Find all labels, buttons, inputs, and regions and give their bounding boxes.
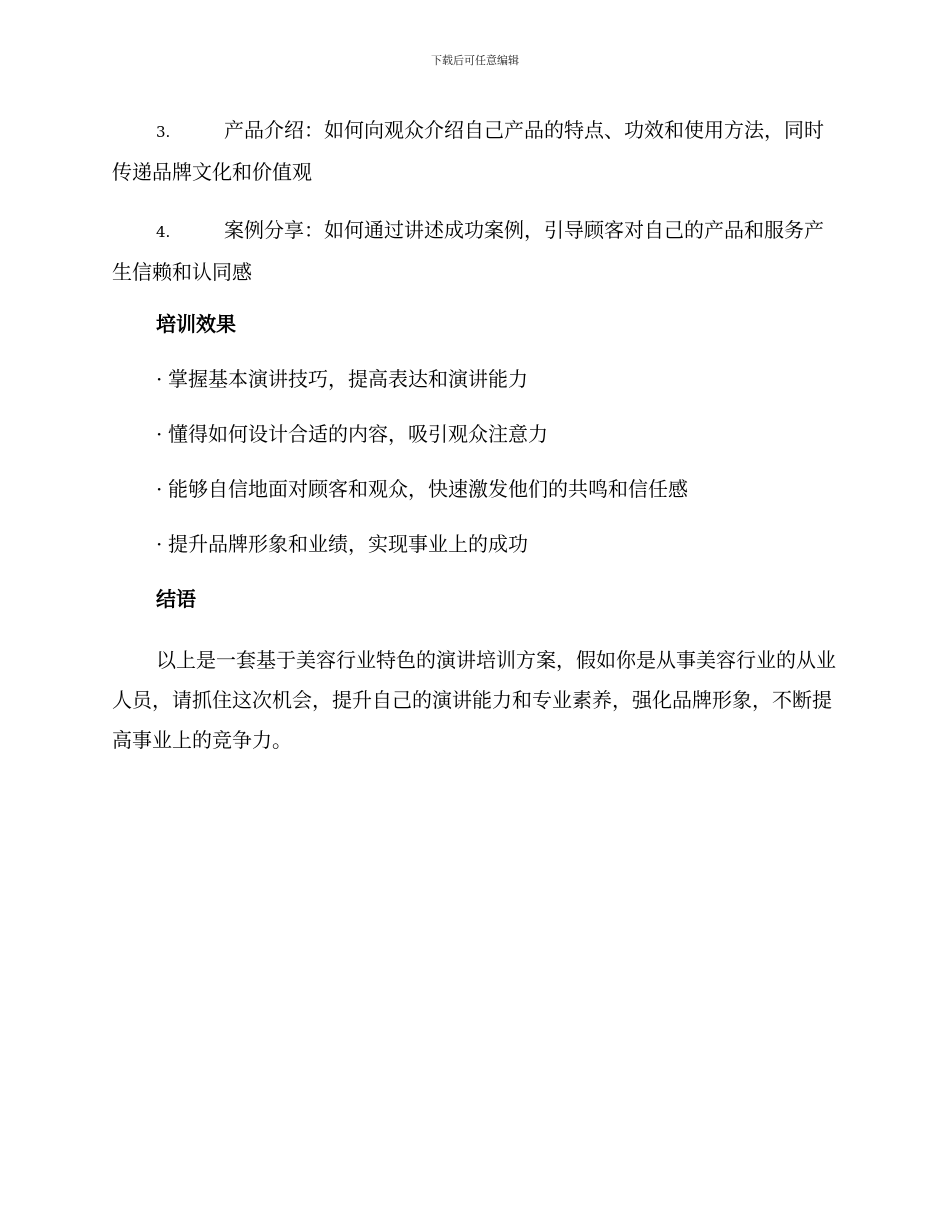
bullet-dot: ·: [156, 477, 163, 501]
bullet-text: 能够自信地面对顾客和观众，快速激发他们的共鸣和信任感: [168, 477, 688, 501]
section-heading-effects: 培训效果: [156, 312, 236, 336]
bullet-item: [156, 420, 837, 448]
list-item-3: [112, 110, 837, 192]
page-header: 下载后可任意编辑: [431, 54, 519, 67]
bullet-text: 掌握基本演讲技巧，提高表达和演讲能力: [168, 367, 528, 391]
bullet-item: [156, 530, 837, 558]
list-item-number: 4.: [156, 223, 171, 241]
conclusion-paragraph: 以上是一套基于美容行业特色的演讲培训方案，假如你是从事美容行业的从业人员，请抓住这次机会，提升自己的演讲能力和专业素养，强化品牌形象，不断提高事业上的竞争力。: [112, 648, 836, 752]
document-body: [112, 110, 837, 760]
bullet-item: [156, 475, 837, 503]
list-item-text: 产品介绍：如何向观众介绍自己产品的特点、功效和使用方法，同时传递品牌文化和价值观: [112, 118, 824, 184]
list-item-number: 3.: [156, 123, 171, 141]
bullet-text: 懂得如何设计合适的内容，吸引观众注意力: [168, 422, 548, 446]
bullet-item: [156, 365, 837, 393]
bullet-dot: ·: [156, 422, 163, 446]
list-item-text: 案例分享：如何通过讲述成功案例，引导顾客对自己的产品和服务产生信赖和认同感: [112, 218, 824, 284]
section-heading-conclusion: 结语: [156, 587, 196, 611]
bullet-text: 提升品牌形象和业绩，实现事业上的成功: [168, 532, 528, 556]
bullet-dot: ·: [156, 367, 163, 391]
list-item-4: [112, 210, 837, 292]
bullet-dot: ·: [156, 532, 163, 556]
